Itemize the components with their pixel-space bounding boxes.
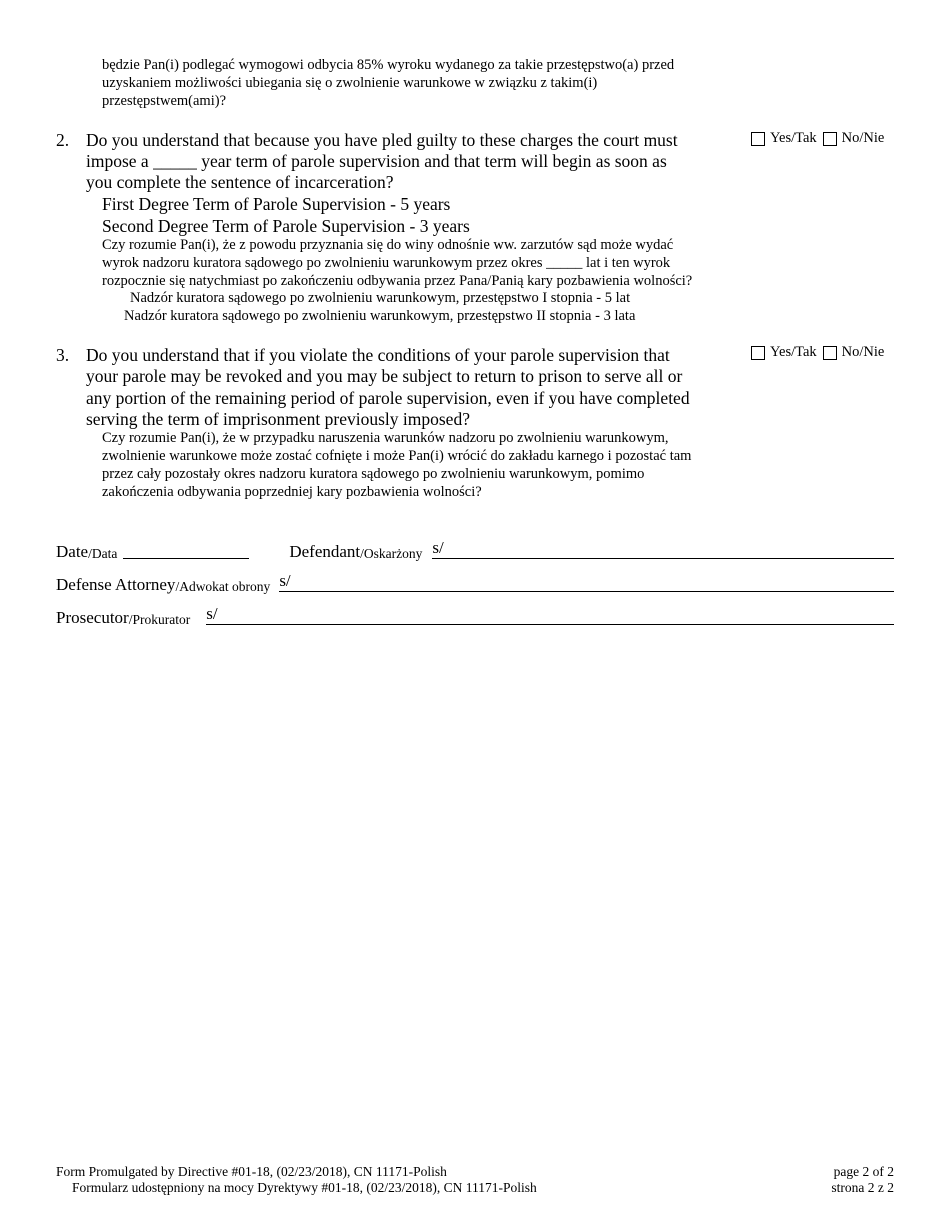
question-polish-line: rozpocznie się natychmiast po zakończeniu odbywania przez Pana/Panią kary pozbawienia wolności? — [102, 273, 693, 289]
footer-form-line-pl: Formularz udostępniony na mocy Dyrektywy #01-18, (02/23/2018), CN 11171-Polish — [72, 1180, 537, 1195]
question-number: 2. — [56, 130, 70, 150]
intro-line: uzyskaniem możliwości ubiegania się o zwolnienie warunkowe w związku z takim(i) — [102, 75, 598, 91]
signature-row-date-defendant — [56, 540, 894, 562]
defendant-signature: s/ — [432, 538, 444, 557]
yes-label: Yes/Tak — [770, 344, 817, 360]
date-label-pl: /Data — [88, 546, 118, 561]
yes-checkbox[interactable] — [751, 346, 765, 360]
yes-checkbox[interactable] — [751, 132, 765, 146]
answer-options — [751, 344, 884, 361]
prosecutor-label: Prosecutor — [56, 608, 129, 627]
yes-label: Yes/Tak — [770, 130, 817, 146]
question-polish-line: zwolnienie warunkowe może zostać cofnięte i może Pan(i) wrócić do zakładu karnego i pozostać tam — [102, 448, 692, 464]
attorney-signature-field[interactable] — [279, 573, 894, 592]
question-text-line: you complete the sentence of incarceration? — [86, 172, 394, 192]
attorney-signature: s/ — [279, 571, 291, 590]
footer-page-number: page 2 of 2 — [833, 1164, 894, 1179]
prosecutor-signature-field[interactable] — [206, 606, 894, 625]
signature-row-attorney — [56, 573, 894, 595]
intro-line: będzie Pan(i) podlegać wymogowi odbycia 85% wyroku wydanego za takie przestępstwo(a) przed — [102, 57, 675, 73]
question-text-line: Do you understand that if you violate the conditions of your parole supervision that — [86, 345, 670, 365]
answer-options — [751, 130, 884, 147]
question-text-line: any portion of the remaining period of parole supervision, even if you have completed — [86, 388, 690, 408]
footer-form-line: Form Promulgated by Directive #01-18, (02/23/2018), CN 11171-Polish — [56, 1164, 447, 1179]
prosecutor-signature: s/ — [206, 604, 218, 623]
defendant-label: Defendant — [289, 542, 361, 561]
footer-page-number-pl: strona 2 z 2 — [831, 1180, 894, 1195]
question-polish-subline: Nadzór kuratora sądowego po zwolnieniu warunkowym, przestępstwo I stopnia - 5 lat — [130, 290, 631, 306]
date-field[interactable] — [123, 540, 249, 559]
no-label: No/Nie — [841, 130, 885, 146]
question-text-line: serving the term of imprisonment previously imposed? — [86, 409, 470, 429]
question-polish-line: przez cały pozostały okres nadzoru kuratora sądowego po zwolnieniu warunkowym, pomimo — [102, 466, 645, 482]
question-polish-line: zakończenia odbywania poprzedniej kary pozbawienia wolności? — [102, 484, 482, 500]
question-subtext-line: First Degree Term of Parole Supervision - 5 years — [102, 194, 451, 214]
question-number: 3. — [56, 345, 70, 365]
no-checkbox[interactable] — [823, 346, 837, 360]
no-checkbox[interactable] — [823, 132, 837, 146]
question-polish-line: wyrok nadzoru kuratora sądowego po zwolnieniu warunkowym przez okres _____ lat i ten wyrok — [102, 255, 671, 271]
date-label: Date — [56, 542, 89, 561]
no-label: No/Nie — [841, 344, 885, 360]
question-text-line: impose a _____ year term of parole supervision and that term will begin as soon as — [86, 151, 667, 171]
intro-line: przestępstwem(ami)? — [102, 93, 227, 109]
defendant-signature-field[interactable] — [432, 540, 894, 559]
question-text-line: Do you understand that because you have pled guilty to these charges the court must — [86, 130, 678, 150]
question-polish-subline: Nadzór kuratora sądowego po zwolnieniu warunkowym, przestępstwo II stopnia - 3 lata — [124, 308, 636, 324]
question-polish-line: Czy rozumie Pan(i), że z powodu przyznania się do winy odnośnie ww. zarzutów sąd może wydać — [102, 237, 674, 253]
question-polish-line: Czy rozumie Pan(i), że w przypadku naruszenia warunków nadzoru po zwolnieniu warunkowym, — [102, 430, 669, 446]
question-subtext-line: Second Degree Term of Parole Supervision - 3 years — [102, 216, 470, 236]
prosecutor-label-pl: /Prokurator — [128, 612, 191, 627]
question-text-line: your parole may be revoked and you may be subject to return to prison to serve all or — [86, 366, 683, 386]
signature-row-prosecutor — [56, 606, 894, 628]
attorney-label-pl: /Adwokat obrony — [175, 579, 271, 594]
defendant-label-pl: /Oskarżony — [360, 546, 423, 561]
attorney-label: Defense Attorney — [56, 575, 176, 594]
